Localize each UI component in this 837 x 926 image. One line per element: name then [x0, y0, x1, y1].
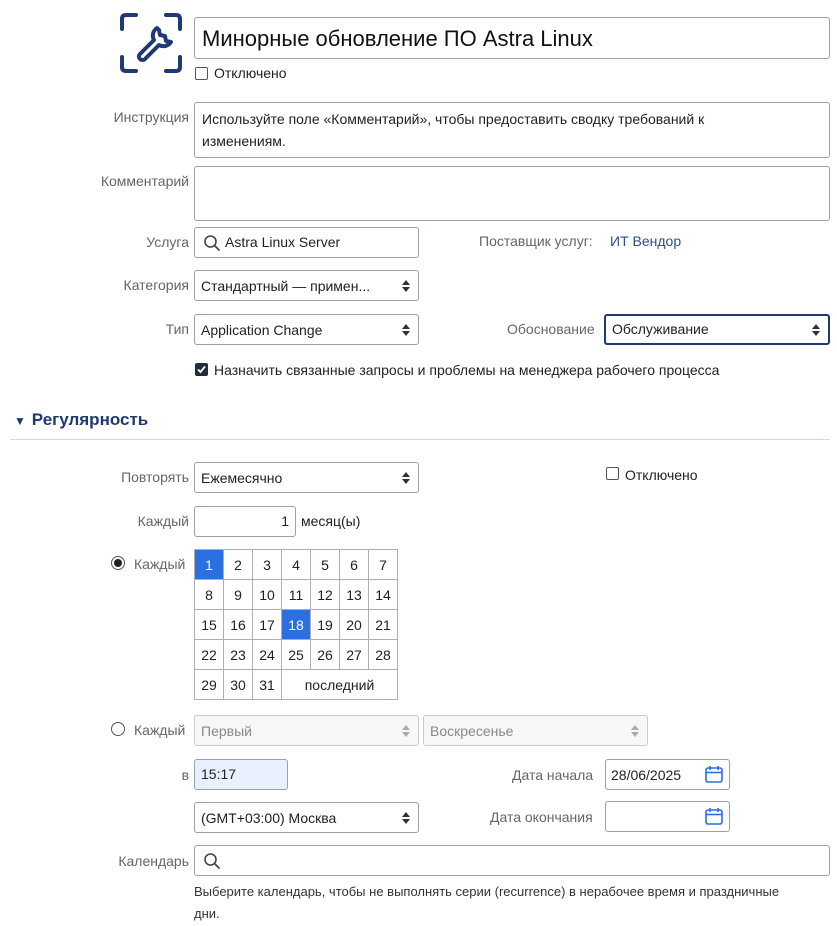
start-date-value: 28/06/2025 [611, 767, 682, 783]
day-cell[interactable]: 2 [224, 550, 253, 580]
type-select[interactable] [194, 314, 419, 345]
calendar-icon[interactable] [704, 806, 724, 826]
day-cell[interactable]: 8 [195, 580, 224, 610]
service-input[interactable] [194, 227, 419, 258]
day-cell[interactable]: 3 [253, 550, 282, 580]
day-cell[interactable]: 9 [224, 580, 253, 610]
select-arrows-icon [812, 324, 820, 336]
search-icon [203, 234, 221, 252]
select-arrows-icon [402, 324, 410, 336]
title-input[interactable] [194, 17, 830, 59]
repeat-select[interactable] [194, 462, 419, 493]
service-label: Услуга [146, 234, 189, 250]
day-cell[interactable]: 24 [253, 640, 282, 670]
day-cell[interactable]: 29 [195, 670, 224, 700]
day-cell[interactable]: 7 [369, 550, 398, 580]
search-icon [203, 852, 221, 870]
timezone-value: (GMT+03:00) Москва [201, 810, 337, 826]
ci-type-logo [118, 11, 184, 75]
every-value: 1 [281, 513, 289, 529]
time-input[interactable] [194, 759, 288, 790]
justification-select[interactable] [604, 314, 830, 345]
type-label: Тип [165, 321, 189, 337]
instruction-box [194, 102, 830, 158]
day-cell[interactable]: 23 [224, 640, 253, 670]
end-date-label: Дата окончания [490, 809, 593, 825]
section-title: Регулярность [31, 410, 149, 429]
day-cell[interactable]: 5 [311, 550, 340, 580]
calendar-input[interactable] [194, 845, 830, 876]
end-date-input[interactable] [605, 801, 730, 832]
ordinal-select[interactable] [194, 715, 419, 746]
ordinal-value: Первый [201, 723, 252, 739]
calendar-label: Календарь [118, 853, 189, 869]
section-regularity[interactable] [14, 410, 148, 430]
day-cell[interactable]: 1 [195, 550, 224, 580]
every-label: Каждый [137, 513, 189, 529]
every-day-radio[interactable] [111, 556, 125, 570]
at-label: в [181, 767, 189, 783]
last-day-cell[interactable]: последний [282, 670, 398, 700]
comment-label: Комментарий [100, 173, 189, 189]
calendar-icon[interactable] [704, 764, 724, 784]
check-icon [195, 363, 208, 376]
day-cell[interactable]: 27 [340, 640, 369, 670]
service-value: Astra Linux Server [225, 234, 341, 250]
day-cell[interactable]: 4 [282, 550, 311, 580]
day-cell[interactable]: 31 [253, 670, 282, 700]
repeat-value: Ежемесячно [201, 470, 283, 486]
justification-value: Обслуживание [612, 321, 709, 337]
every-unit: месяц(ы) [301, 513, 361, 529]
category-select[interactable] [194, 270, 419, 301]
day-cell[interactable]: 16 [224, 610, 253, 640]
day-cell[interactable]: 10 [253, 580, 282, 610]
day-cell[interactable]: 30 [224, 670, 253, 700]
disabled-checkbox[interactable] [195, 67, 208, 80]
day-cell[interactable]: 25 [282, 640, 311, 670]
repeat-disabled-label: Отключено [625, 467, 698, 483]
start-date-label: Дата начала [512, 767, 594, 783]
day-cell[interactable]: 22 [195, 640, 224, 670]
triangle-down-icon: ▼ [14, 414, 26, 428]
every-day-label: Каждый [134, 556, 186, 572]
settings-wrench-icon [118, 11, 184, 75]
calendar-hint: Выберите календарь, чтобы не выполнять серии (recurrence) в нерабочее время и праздничные дни. [194, 884, 780, 921]
day-cell[interactable]: 18 [282, 610, 311, 640]
weekday-value: Воскресенье [430, 723, 514, 739]
day-cell[interactable]: 28 [369, 640, 398, 670]
day-cell[interactable]: 13 [340, 580, 369, 610]
instruction-text: Используйте поле «Комментарий», чтобы предоставить сводку требований к изменениям. [202, 111, 705, 149]
select-arrows-icon [402, 725, 410, 737]
day-cell[interactable]: 6 [340, 550, 369, 580]
select-arrows-icon [631, 725, 639, 737]
every-input[interactable] [194, 506, 296, 537]
provider-label: Поставщик услуг: [479, 233, 593, 249]
day-cell[interactable]: 17 [253, 610, 282, 640]
day-cell[interactable]: 21 [369, 610, 398, 640]
category-value: Стандартный — примен... [201, 278, 371, 294]
day-cell[interactable]: 12 [311, 580, 340, 610]
comment-textarea[interactable] [194, 166, 830, 221]
timezone-select[interactable] [194, 802, 419, 833]
every-weekday-label: Каждый [134, 722, 186, 738]
repeat-label: Повторять [121, 469, 189, 485]
assign-label: Назначить связанные запросы и проблемы на менеджера рабочего процесса [214, 362, 720, 378]
assign-checkbox[interactable] [195, 363, 208, 376]
start-date-input[interactable] [605, 759, 730, 790]
time-value: 15:17 [201, 766, 237, 782]
select-arrows-icon [402, 280, 410, 292]
repeat-disabled-checkbox[interactable] [606, 467, 619, 480]
title-text: Минорные обновление ПО Astra Linux [202, 26, 593, 51]
provider-link[interactable]: ИТ Вендор [610, 233, 682, 249]
select-arrows-icon [402, 812, 410, 824]
day-cell[interactable]: 15 [195, 610, 224, 640]
disabled-label: Отключено [214, 65, 287, 81]
day-cell[interactable]: 20 [340, 610, 369, 640]
day-cell[interactable]: 11 [282, 580, 311, 610]
justification-label: Обоснование [507, 321, 595, 337]
day-cell[interactable]: 19 [311, 610, 340, 640]
section-divider [10, 439, 830, 440]
day-cell[interactable]: 26 [311, 640, 340, 670]
category-label: Категория [123, 277, 189, 293]
type-value: Application Change [201, 322, 323, 338]
day-of-month-grid [194, 549, 398, 700]
every-weekday-radio[interactable] [111, 722, 125, 736]
instruction-label: Инструкция [113, 109, 189, 125]
day-cell[interactable]: 14 [369, 580, 398, 610]
select-arrows-icon [402, 472, 410, 484]
weekday-select[interactable] [423, 715, 648, 746]
